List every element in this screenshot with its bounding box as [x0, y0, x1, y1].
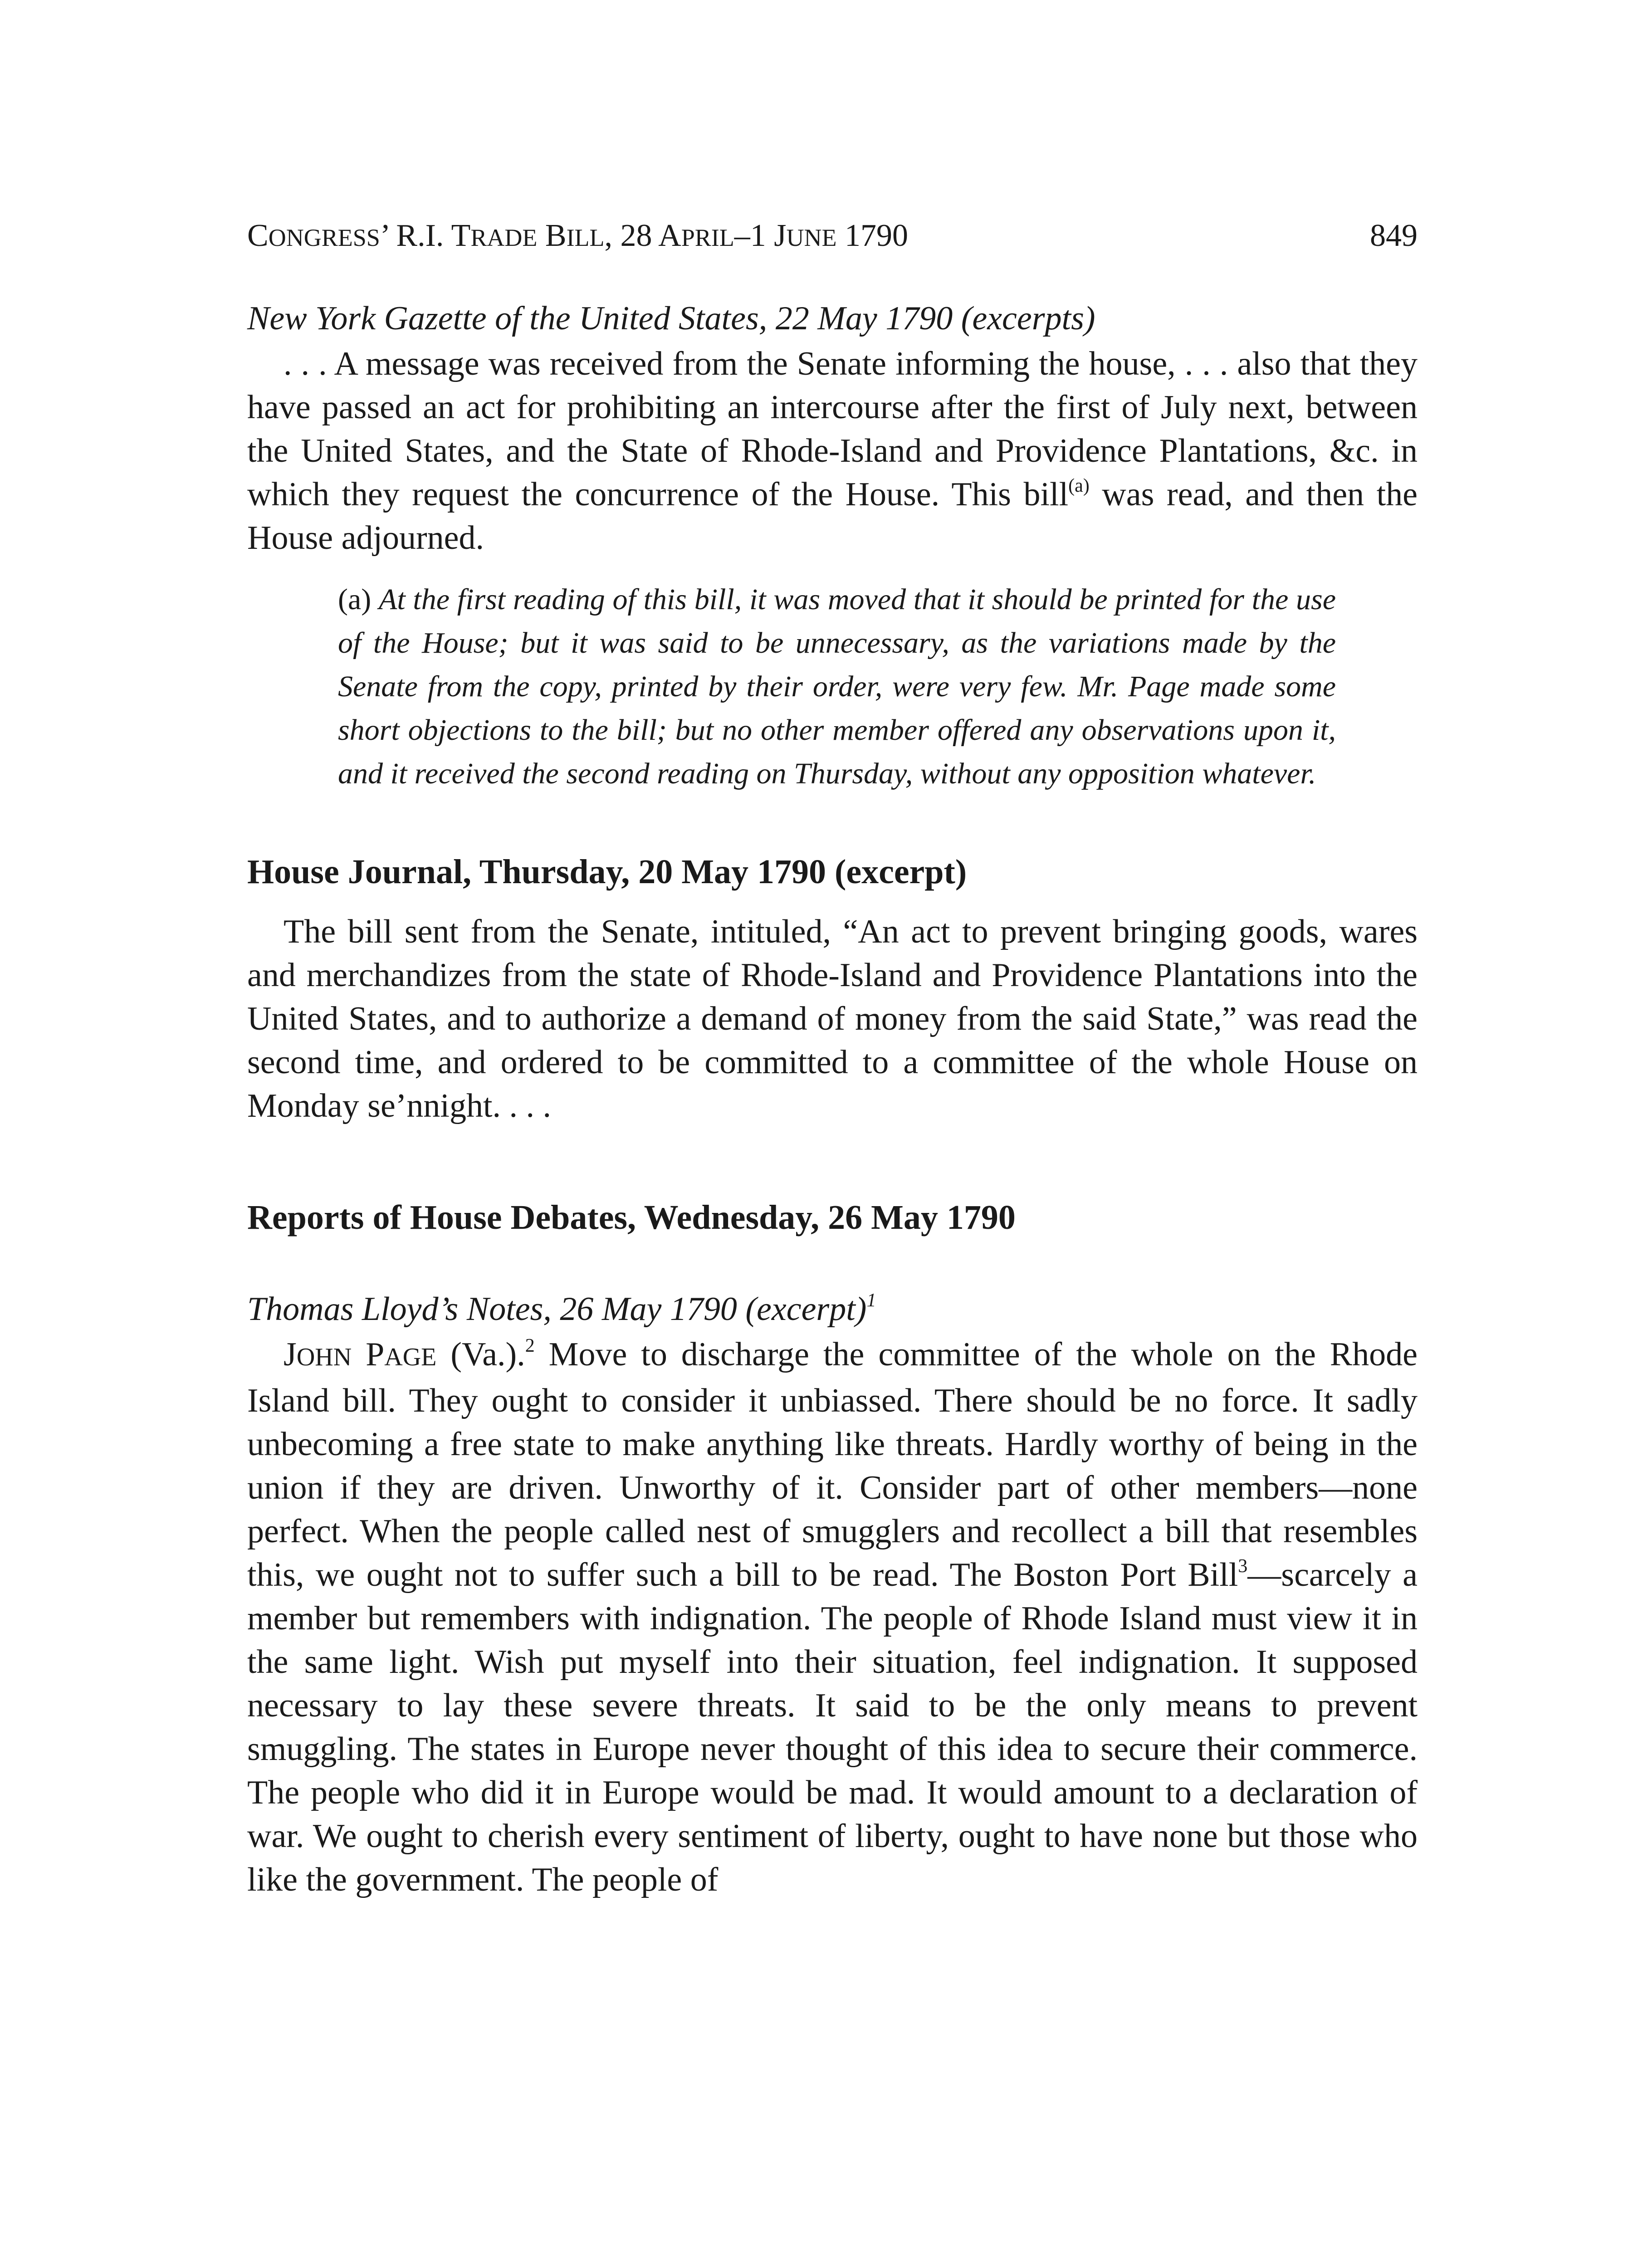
footnote-ref-2: 2	[525, 1335, 535, 1356]
speaker-state: (Va.).	[436, 1336, 525, 1373]
gazette-title: New York Gazette of the United States, 22 May 1790 (excerpts)	[247, 300, 1095, 337]
speaker-name	[284, 1336, 436, 1373]
house-journal-paragraph: The bill sent from the Senate, intituled, “An act to prevent bringing goods, wares and merchandizes from the state of Rhode-Island and Providence Plantations into the United States, and to authorize a demand of money from the said State,” was read the second time, and ordered to be committed to a committee of the whole House on Monday se’nnight. . . .	[247, 913, 1418, 1124]
debates-subtitle	[247, 1287, 1418, 1331]
house-journal-section	[247, 850, 1418, 1128]
gazette-footnote	[338, 578, 1336, 796]
running-head-part: ONGRESS	[268, 224, 380, 251]
speaker-last-initial: P	[352, 1336, 385, 1373]
speaker-first-initial: J	[284, 1336, 297, 1373]
house-journal-title: House Journal, Thursday, 20 May 1790 (excerpt)	[247, 853, 967, 891]
debates-paragraph	[247, 1333, 1418, 1901]
footnote-ref-a: (a)	[1068, 475, 1090, 496]
debates-section	[247, 1196, 1418, 1901]
speaker-first-rest: OHN	[296, 1343, 352, 1371]
document-page	[247, 213, 1418, 1901]
running-head-part: B	[537, 218, 567, 253]
running-head-part: –1 J	[734, 218, 787, 253]
debates-text-2: —scarcely a member but remembers with indignation. The people of Rhode Island must view it in the same light. Wish put myself into their situation, feel indignation. It supposed necessary to lay these severe threats. It said to be the only means to prevent smuggling. The states in Europe never thought of this idea to secure their commerce. The people who did it in Europe would be mad. It would amount to a declaration of war. We ought to cherish every sentiment of liberty, ought to have none but those who like the government. The people of	[247, 1556, 1418, 1898]
footnote-label: (a)	[338, 583, 379, 616]
footnote-ref-3: 3	[1238, 1556, 1248, 1577]
gazette-section	[247, 297, 1418, 796]
footnote-ref-1: 1	[866, 1290, 876, 1311]
debates-text-1: Move to discharge the committee of the whole on the Rhode Island bill. They ought to consider it unbiassed. There should be no force. It sadly unbecoming a free state to make anything like threats. Hardly worthy of being in the union if they are driven. Unworthy of it. Consider part of other members—none perfect. When the people called nest of smugglers and recollect a bill that resembles this, we ought not to suffer such a bill to be read. The Boston Port Bill	[247, 1336, 1418, 1593]
debates-subtitle-text: Thomas Lloyd’s Notes, 26 May 1790 (excerpt)	[247, 1290, 867, 1328]
running-head-part: ILL	[566, 224, 605, 251]
running-head-part: ’ R.I. T	[380, 218, 471, 253]
running-head-part: RADE	[470, 224, 538, 251]
running-head-part: 1790	[836, 218, 908, 253]
running-head-part: , 28 A	[604, 218, 681, 253]
gazette-text-1: . . . A message was received from the Senate informing the house, . . . also that they have passed an act for prohibiting an intercourse after the first of July next, between the United States, and the State of Rhode-Island and Providence Plantations, &c. in which they request the concurrence of the House. This bill	[247, 345, 1418, 513]
running-head-part: C	[247, 218, 269, 253]
footnote-text: At the first reading of this bill, it was moved that it should be printed for the use of the House; but it was said to be unnecessary, as the variations made by the Senate from the copy, printed by their order, were very few. Mr. Page made some short objections to the bill; but no other member offered any observations upon it, and it received the second reading on Thursday, without any opposition whatever.	[338, 583, 1336, 790]
running-head-part: PRIL	[681, 224, 734, 251]
running-head-title	[247, 213, 908, 260]
speaker-last-rest: AGE	[384, 1343, 437, 1371]
page-number: 849	[1370, 218, 1418, 253]
running-head-part: UNE	[786, 224, 837, 251]
gazette-text-2: was read, and then the House adjourned.	[247, 476, 1418, 557]
running-head	[247, 213, 1418, 260]
gazette-paragraph	[247, 342, 1418, 560]
debates-title: Reports of House Debates, Wednesday, 26 May 1790	[247, 1198, 1016, 1237]
